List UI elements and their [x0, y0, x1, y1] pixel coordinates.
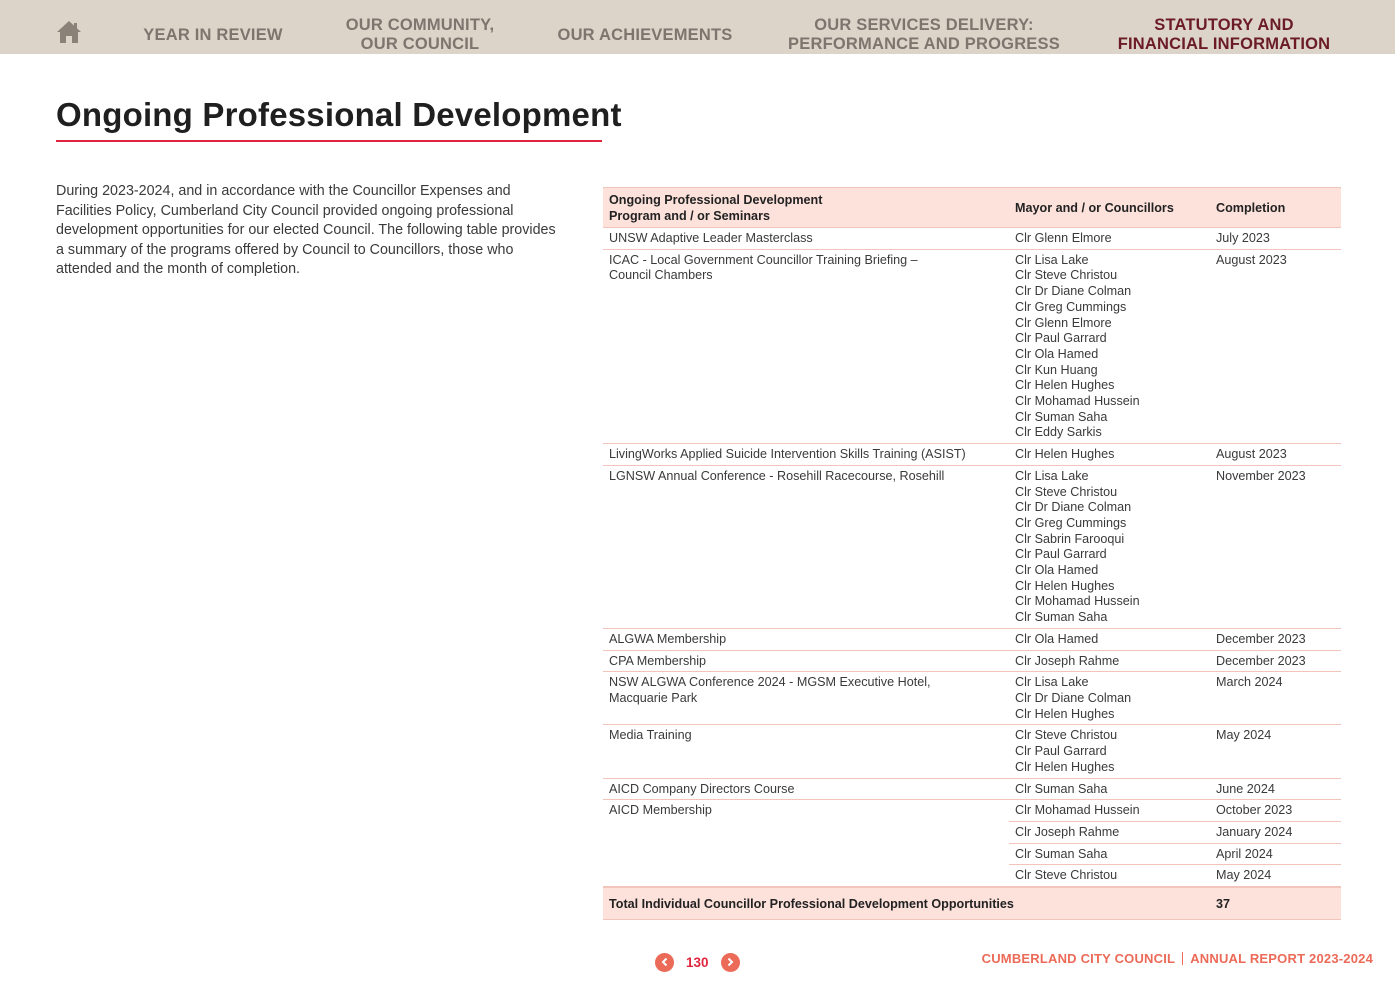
table-header [603, 187, 1341, 228]
councillors-cell [1009, 675, 1210, 722]
table-row [603, 629, 1341, 651]
table-row [603, 779, 1341, 801]
table-row [603, 228, 1341, 250]
councillor-name: Clr Suman Saha [1015, 781, 1108, 796]
councillor-name: Clr Joseph Rahme [1015, 824, 1120, 839]
header-completion: Completion [1216, 200, 1286, 215]
completion-cell: April 2024 [1216, 846, 1273, 861]
footer-org: CUMBERLAND CITY COUNCIL [981, 951, 1176, 966]
councillor-name: Clr Helen Hughes [1015, 447, 1115, 462]
chevron-left-icon[interactable] [655, 953, 674, 972]
councillors-cell [1009, 253, 1210, 441]
program-cell: NSW ALGWA Conference 2024 - MGSM Executive Hotel, Macquarie Park [609, 675, 931, 705]
program-cell: UNSW Adaptive Leader Masterclass [609, 231, 813, 245]
councillor-name: Clr Helen Hughes [1015, 706, 1115, 721]
completion-cell: May 2024 [1216, 868, 1272, 883]
councillor-name: Clr Lisa Lake [1015, 675, 1089, 690]
councillor-name: Clr Dr Diane Colman [1015, 500, 1132, 515]
table-row [603, 444, 1341, 466]
table-row [603, 725, 1341, 778]
home-icon[interactable] [56, 20, 82, 44]
completion-cell: December 2023 [1216, 653, 1306, 668]
completion-cell: October 2023 [1216, 803, 1293, 818]
title-underline [56, 140, 602, 142]
councillor-name: Clr Paul Garrard [1015, 331, 1107, 346]
footer-separator [1182, 952, 1183, 965]
chevron-right-icon[interactable] [721, 953, 740, 972]
program-cell: CPA Membership [609, 653, 707, 668]
councillor-name: Clr Helen Hughes [1015, 759, 1115, 774]
page-number: 130 [686, 954, 709, 970]
councillor-name: Clr Mohamad Hussein [1015, 394, 1140, 409]
header-program: Ongoing Professional Development Program and / or Seminars [609, 192, 823, 223]
table-row [603, 651, 1341, 673]
councillor-name: Clr Steve Christou [1015, 268, 1118, 283]
councillor-name: Clr Greg Cummings [1015, 299, 1127, 314]
councillors-cell [1009, 782, 1210, 798]
split-entry-row [1009, 800, 1341, 822]
table-row [603, 466, 1341, 629]
councillor-name: Clr Ola Hamed [1015, 631, 1099, 646]
councillor-name: Clr Mohamad Hussein [1015, 594, 1140, 609]
councillors-cell [1009, 231, 1210, 247]
completion-cell: March 2024 [1216, 675, 1283, 690]
councillors-cell [1009, 469, 1210, 626]
program-cell: ICAC - Local Government Councillor Training Briefing – Council Chambers [609, 252, 918, 283]
councillor-name: Clr Glenn Elmore [1015, 315, 1112, 330]
program-cell: ALGWA Membership [609, 631, 727, 646]
councillors-cell [1009, 632, 1210, 648]
completion-cell: May 2024 [1216, 728, 1272, 743]
councillor-name: Clr Greg Cummings [1015, 515, 1127, 530]
page-title: Ongoing Professional Development [56, 96, 622, 133]
councillor-name: Clr Helen Hughes [1015, 578, 1115, 593]
councillor-name: Clr Ola Hamed [1015, 346, 1099, 361]
program-cell: LGNSW Annual Conference - Rosehill Racecourse, Rosehill [609, 468, 945, 483]
councillor-name: Clr Ola Hamed [1015, 563, 1099, 578]
councillor-name: Clr Steve Christou [1015, 728, 1118, 743]
councillor-name: Clr Mohamad Hussein [1015, 803, 1140, 818]
councillors-cell [1009, 654, 1210, 670]
councillor-name: Clr Lisa Lake [1015, 252, 1089, 267]
councillor-name: Clr Steve Christou [1015, 868, 1118, 883]
councillor-name: Clr Suman Saha [1015, 610, 1108, 625]
table-total-row [603, 887, 1341, 920]
councillor-name: Clr Joseph Rahme [1015, 653, 1120, 668]
councillor-name: Clr Paul Garrard [1015, 547, 1107, 562]
pagination [655, 952, 740, 972]
nav-our-services-delivery[interactable]: OUR SERVICES DELIVERY: PERFORMANCE AND PROGRESS [788, 16, 1060, 53]
nav-year-in-review[interactable]: YEAR IN REVIEW [143, 25, 283, 44]
councillor-name: Clr Glenn Elmore [1015, 231, 1112, 245]
split-entries [1009, 800, 1341, 886]
professional-development-table [603, 187, 1341, 920]
nav-our-achievements[interactable]: OUR ACHIEVEMENTS [557, 25, 733, 44]
councillor-name: Clr Suman Saha [1015, 846, 1108, 861]
councillors-cell [1009, 728, 1210, 775]
split-entry-row [1009, 844, 1341, 866]
total-value: 37 [1216, 896, 1231, 911]
program-cell: Media Training [609, 728, 692, 743]
completion-cell: June 2024 [1216, 781, 1275, 796]
program-cell: LivingWorks Applied Suicide Intervention Skills Training (ASIST) [609, 447, 966, 462]
councillors-cell [1009, 447, 1210, 463]
split-entry-row [1009, 865, 1341, 886]
councillor-name: Clr Kun Huang [1015, 362, 1098, 377]
councillor-name: Clr Helen Hughes [1015, 378, 1115, 393]
footer-brand [982, 951, 1373, 966]
completion-cell: August 2023 [1216, 447, 1287, 462]
total-label: Total Individual Councillor Professional Development Opportunities [609, 896, 1014, 911]
councillor-name: Clr Eddy Sarkis [1015, 425, 1102, 440]
intro-paragraph: During 2023-2024, and in accordance with the Councillor Expenses and Facilities Policy, Cumberland City Council provided ongoing professional development opportunities for our elected Council. The following table provides a summary of the programs offered by Council to Councillors, those who attended and the month of completion. [56, 183, 556, 278]
councillor-name: Clr Steve Christou [1015, 484, 1118, 499]
top-navigation [0, 0, 1395, 54]
table-row [603, 672, 1341, 725]
table-body [603, 228, 1341, 800]
split-entry-row [1009, 822, 1341, 844]
header-councillors: Mayor and / or Councillors [1015, 200, 1174, 215]
completion-cell: December 2023 [1216, 631, 1306, 646]
program-cell: AICD Company Directors Course [609, 781, 795, 796]
program-cell: AICD Membership [609, 803, 712, 818]
councillor-name: Clr Dr Diane Colman [1015, 690, 1132, 705]
nav-our-community[interactable]: OUR COMMUNITY, OUR COUNCIL [345, 16, 495, 53]
councillor-name: Clr Dr Diane Colman [1015, 284, 1132, 299]
table-row [603, 800, 1341, 887]
completion-cell: July 2023 [1216, 231, 1270, 245]
table-row [603, 250, 1341, 444]
councillor-name: Clr Lisa Lake [1015, 468, 1089, 483]
completion-cell: November 2023 [1216, 468, 1306, 483]
councillor-name: Clr Sabrin Farooqui [1015, 531, 1125, 546]
completion-cell: January 2024 [1216, 824, 1293, 839]
councillor-name: Clr Suman Saha [1015, 409, 1108, 424]
nav-statutory-financial[interactable]: STATUTORY AND FINANCIAL INFORMATION [1117, 16, 1331, 53]
footer-report: ANNUAL REPORT 2023-2024 [1190, 951, 1373, 966]
councillor-name: Clr Paul Garrard [1015, 744, 1107, 759]
completion-cell: August 2023 [1216, 252, 1287, 267]
